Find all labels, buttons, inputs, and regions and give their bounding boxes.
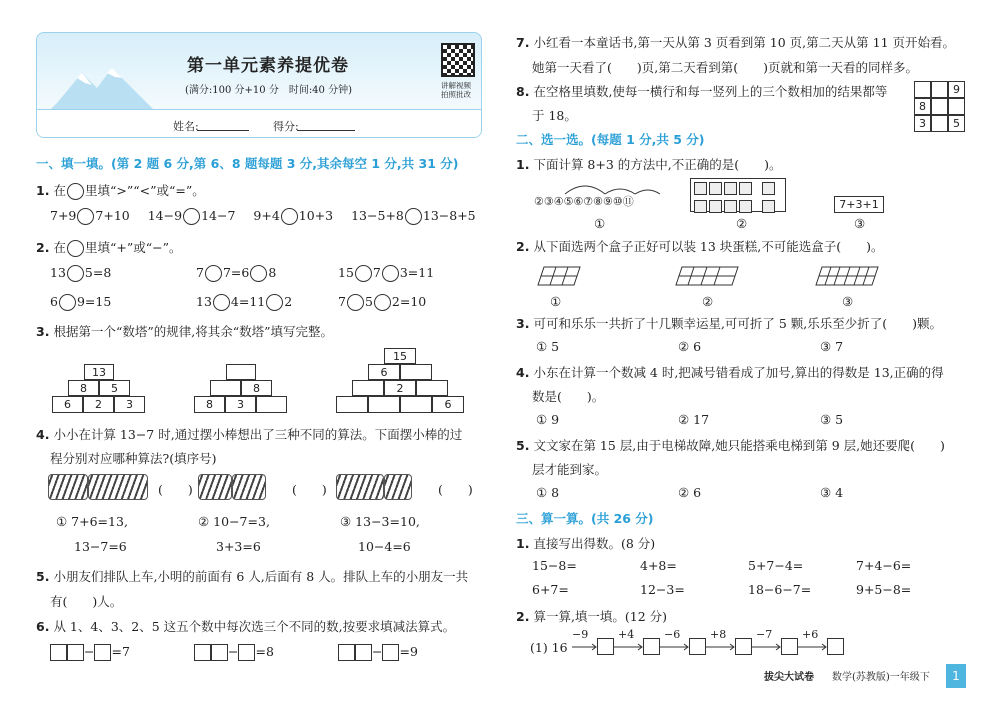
option-1-label[interactable]: ① [594, 216, 606, 231]
s2-q3-opt3[interactable]: ③ 7 [820, 339, 844, 354]
q2-row-1a: 13 5=8 [50, 265, 112, 280]
tower-cell: 6 [52, 396, 83, 413]
tower-cell: 3 [225, 396, 256, 413]
sticks-icon [232, 474, 266, 500]
chain-op: −7 [756, 628, 773, 641]
answer-circle[interactable] [77, 208, 94, 225]
tower-cell: 15 [384, 348, 416, 364]
sticks-3 [336, 474, 412, 500]
answer-box[interactable] [67, 644, 84, 661]
chain-op: +6 [802, 628, 819, 641]
answer-box[interactable] [355, 644, 372, 661]
s2-q1-line: 1. 下面计算 8+3 的方法中,不正确的是( )。 [516, 157, 782, 172]
answer-box[interactable] [94, 644, 111, 661]
qr-caption-1: 讲解视频 [441, 81, 471, 90]
tower-1-bot [52, 396, 145, 413]
tower-cell: 8 [68, 380, 99, 396]
sticks-1 [48, 474, 148, 500]
answer-circle[interactable] [205, 265, 222, 282]
section-2-title: 二、选一选。(每题 1 分,共 5 分) [516, 132, 705, 147]
calc-item[interactable]: 12−3= [640, 582, 685, 597]
name-strip [37, 109, 482, 138]
calc-item[interactable]: 7+4−6= [856, 558, 912, 573]
method-2a: ② 10−7=3, [198, 514, 270, 529]
tower-cell[interactable] [368, 396, 400, 413]
sticks-2 [198, 474, 266, 500]
section-3-title: 三、算一算。(共 26 分) [516, 511, 654, 526]
s2-q5-opt1[interactable]: ① 8 [536, 485, 560, 500]
answer-circle[interactable] [374, 294, 391, 311]
q2-row-1b: 7 7=6 8 [196, 265, 277, 280]
page-title: 第一单元素养提优卷 [187, 56, 349, 76]
s2-q2-line: 2. 从下面选两个盒子正好可以装 13 块蛋糕,不可能选盒子( )。 [516, 239, 884, 254]
tower-cell[interactable] [256, 396, 287, 413]
q4-line-1: 4. 小小在计算 13−7 时,通过摆小棒想出了三种不同的算法。下面摆小棒的过 [36, 427, 463, 442]
q7-line-1: 7. 小红看一本童话书,第一天从第 3 页看到第 10 页,第二天从第 11 页开始看。 [516, 35, 955, 50]
q7-line-2: 她第一天看了( )页,第二天看到第( )页就和第一天看的同样多。 [532, 60, 918, 75]
tower-cell[interactable] [400, 396, 432, 413]
cake-box-2-icon [674, 265, 740, 289]
q1-line: 1. 在 里填“>”“<”或“=”。 [36, 183, 205, 198]
chain-arrows-icon [572, 628, 862, 658]
s2-q5-line-1: 5. 文文家在第 15 层,由于电梯故障,她只能搭乘电梯到第 9 层,她还要爬( ) [516, 438, 945, 453]
tower-1-top [84, 364, 114, 380]
magic-grid [914, 81, 965, 132]
calc-item[interactable]: 5+7−4= [748, 558, 804, 573]
number-sequence: ②③④⑤⑥⑦⑧⑨⑩⑪ [534, 195, 634, 208]
tower-cell: 2 [83, 396, 114, 413]
s2-q3-opt2[interactable]: ② 6 [678, 339, 702, 354]
answer-circle[interactable] [355, 265, 372, 282]
sticks-icon [48, 474, 88, 500]
calc-item[interactable]: 4+8= [640, 558, 677, 573]
name-label: 姓名: [173, 120, 199, 133]
chain-op: −6 [664, 628, 681, 641]
q4-blank-2[interactable]: ( ) [292, 482, 327, 497]
calc-item[interactable]: 9+5−8= [856, 582, 912, 597]
cake-box-3-icon [814, 265, 880, 289]
tower-cell: 2 [384, 380, 416, 396]
q2-row-1c: 15 7 3=11 [338, 265, 435, 280]
option-3-label[interactable]: ③ [854, 216, 866, 231]
tower-3-r2 [368, 364, 432, 380]
answer-circle[interactable] [213, 294, 230, 311]
tower-cell: 13 [84, 364, 114, 380]
box-option-3[interactable]: ③ [842, 294, 854, 309]
answer-box[interactable] [211, 644, 228, 661]
box-option-1[interactable]: ① [550, 294, 562, 309]
answer-box[interactable] [338, 644, 355, 661]
chain-box[interactable] [597, 638, 614, 655]
q5-line-1: 5. 小朋友们排队上车,小明的前面有 6 人,后面有 8 人。排队上车的小朋友一共 [36, 569, 469, 584]
cake-box-1-icon [536, 265, 582, 289]
score-label: 得分: [273, 120, 299, 133]
answer-circle[interactable] [281, 208, 298, 225]
q2-row-2a: 6 9=15 [50, 294, 112, 309]
s2-q4-opt3[interactable]: ③ 5 [820, 412, 844, 427]
answer-circle[interactable] [266, 294, 283, 311]
chain-box[interactable] [827, 638, 844, 655]
grid-cell: 5 [948, 115, 965, 132]
q3-line: 3. 根据第一个“数塔”的规律,将其余“数塔”填写完整。 [36, 324, 333, 339]
answer-box[interactable] [194, 644, 211, 661]
q6-line: 6. 从 1、4、3、2、5 这五个数中每次选三个不同的数,按要求填减法算式。 [36, 619, 456, 634]
s2-q4-opt1[interactable]: ① 9 [536, 412, 560, 427]
grid-cell[interactable] [948, 98, 965, 115]
q2-row-2c: 7 5 2=10 [338, 294, 427, 309]
q2-row-2b: 13 4=11 2 [196, 294, 293, 309]
blocks-group [690, 178, 786, 212]
jump-arcs-icon [560, 178, 670, 196]
answer-box[interactable] [50, 644, 67, 661]
sticks-icon [336, 474, 384, 500]
tower-3-r1 [384, 348, 416, 364]
s2-q3-line: 3. 可可和乐乐一共折了十几颗幸运星,可可折了 5 颗,乐乐至少折了( )颗。 [516, 316, 943, 331]
method-1a: ① 7+6=13, [56, 514, 128, 529]
grid-cell[interactable] [931, 115, 948, 132]
score-info: (满分:100 分+10 分 时间:40 分钟) [185, 85, 352, 96]
s2-q5-line-2: 层才能到家。 [532, 462, 608, 477]
grid-cell[interactable] [914, 81, 931, 98]
answer-circle[interactable] [405, 208, 422, 225]
footer-brand: 拔尖大试卷 [764, 672, 814, 683]
calc-item[interactable]: 18−6−7= [748, 582, 812, 597]
qr-code[interactable] [441, 43, 475, 77]
circle-icon [67, 240, 84, 257]
answer-box[interactable] [382, 644, 399, 661]
tower-2-bot [194, 396, 287, 413]
method-3a: ③ 13−3=10, [340, 514, 420, 529]
tower-cell: 3 [114, 396, 145, 413]
footer-subject: 数学(苏教版)一年级下 [832, 672, 930, 683]
s2-q3-opt1[interactable]: ① 5 [536, 339, 560, 354]
chain-box[interactable] [689, 638, 706, 655]
q1-items: 7+9 7+10 14−9 14−7 9+4 10+3 13−5+8 13−8+5 [50, 208, 476, 223]
tower-cell: 6 [368, 364, 400, 380]
answer-circle[interactable] [183, 208, 200, 225]
tower-1-mid [68, 380, 130, 396]
sticks-icon [88, 474, 148, 500]
s2-q4-line-2: 数是( )。 [532, 389, 605, 404]
score-field[interactable] [297, 130, 355, 131]
calc-item[interactable]: 6+7= [532, 582, 569, 597]
s2-q4-line-1: 4. 小东在计算一个数减 4 时,把减号错看成了加号,算出的得数是 13,正确的得 [516, 365, 944, 380]
tower-cell: 8 [194, 396, 225, 413]
chain-box[interactable] [643, 638, 660, 655]
answer-circle[interactable] [347, 294, 364, 311]
name-field[interactable] [197, 130, 249, 131]
method-3b: 10−4=6 [358, 539, 411, 554]
chain-op: +4 [618, 628, 635, 641]
answer-circle[interactable] [67, 265, 84, 282]
answer-circle[interactable] [250, 265, 267, 282]
grid-cell[interactable] [931, 81, 948, 98]
box-option-2[interactable]: ② [702, 294, 714, 309]
grid-cell[interactable] [931, 98, 948, 115]
grid-cell: 9 [948, 81, 965, 98]
chain-box[interactable] [781, 638, 798, 655]
q5-line-2: 有( )人。 [50, 594, 123, 609]
method-1b: 13−7=6 [74, 539, 127, 554]
s2-q4-opt2[interactable]: ② 17 [678, 412, 710, 427]
section-1-title: 一、填一填。(第 2 题 6 分,第 6、8 题每题 3 分,其余每空 1 分,共 31 分) [36, 156, 459, 171]
qr-caption-2: 拍照批改 [441, 90, 471, 99]
tower-2-mid [210, 380, 272, 396]
s2-q5-opt2[interactable]: ② 6 [678, 485, 702, 500]
tower-cell: 8 [241, 380, 272, 396]
q8-line-2: 于 18。 [532, 108, 577, 123]
q6-eq-1: − =7 [50, 644, 130, 661]
calc-item[interactable]: 15−8= [532, 558, 577, 573]
header-panel [36, 32, 482, 138]
s2-q5-opt3[interactable]: ③ 4 [820, 485, 844, 500]
circle-icon [67, 183, 84, 200]
tower-2-top[interactable] [226, 364, 256, 380]
answer-circle[interactable] [59, 294, 76, 311]
s3-q2-line: 2. 算一算,填一填。(12 分) [516, 609, 668, 624]
tower-cell[interactable] [352, 380, 384, 396]
tower-3-r4 [336, 396, 464, 413]
q4-line-2: 程分别对应哪种算法?(填序号) [50, 451, 217, 466]
q2-line: 2. 在 里填“+”或“−”。 [36, 240, 182, 255]
grid-cell: 3 [914, 115, 931, 132]
tower-cell[interactable] [226, 364, 256, 380]
chain-label: (1) 16 [530, 640, 568, 655]
s3-q1-line: 1. 直接写出得数。(8 分) [516, 536, 656, 551]
tower-cell[interactable] [400, 364, 432, 380]
q6-eq-2: − =8 [194, 644, 274, 661]
tower-3-r3 [352, 380, 448, 396]
tower-cell[interactable] [416, 380, 448, 396]
calc-chain [572, 628, 862, 658]
chain-box[interactable] [735, 638, 752, 655]
answer-circle[interactable] [382, 265, 399, 282]
tower-cell: 6 [432, 396, 464, 413]
tower-cell[interactable] [336, 396, 368, 413]
chain-op: +8 [710, 628, 727, 641]
method-2b: 3+3=6 [216, 539, 261, 554]
equation-box: 7+3+1 [834, 196, 884, 213]
page-number: 1 [946, 664, 966, 688]
q4-blank-3[interactable]: ( ) [438, 482, 473, 497]
answer-box[interactable] [238, 644, 255, 661]
sticks-icon [198, 474, 232, 500]
q4-blank-1[interactable]: ( ) [158, 482, 193, 497]
q8-line-1: 8. 在空格里填数,使每一横行和每一竖列上的三个数相加的结果都等 [516, 84, 888, 99]
chain-op: −9 [572, 628, 589, 641]
grid-cell: 8 [914, 98, 931, 115]
q6-eq-3: − =9 [338, 644, 418, 661]
tower-cell[interactable] [210, 380, 241, 396]
sticks-icon [384, 474, 412, 500]
tower-cell: 5 [99, 380, 130, 396]
option-2-label[interactable]: ② [736, 216, 748, 231]
